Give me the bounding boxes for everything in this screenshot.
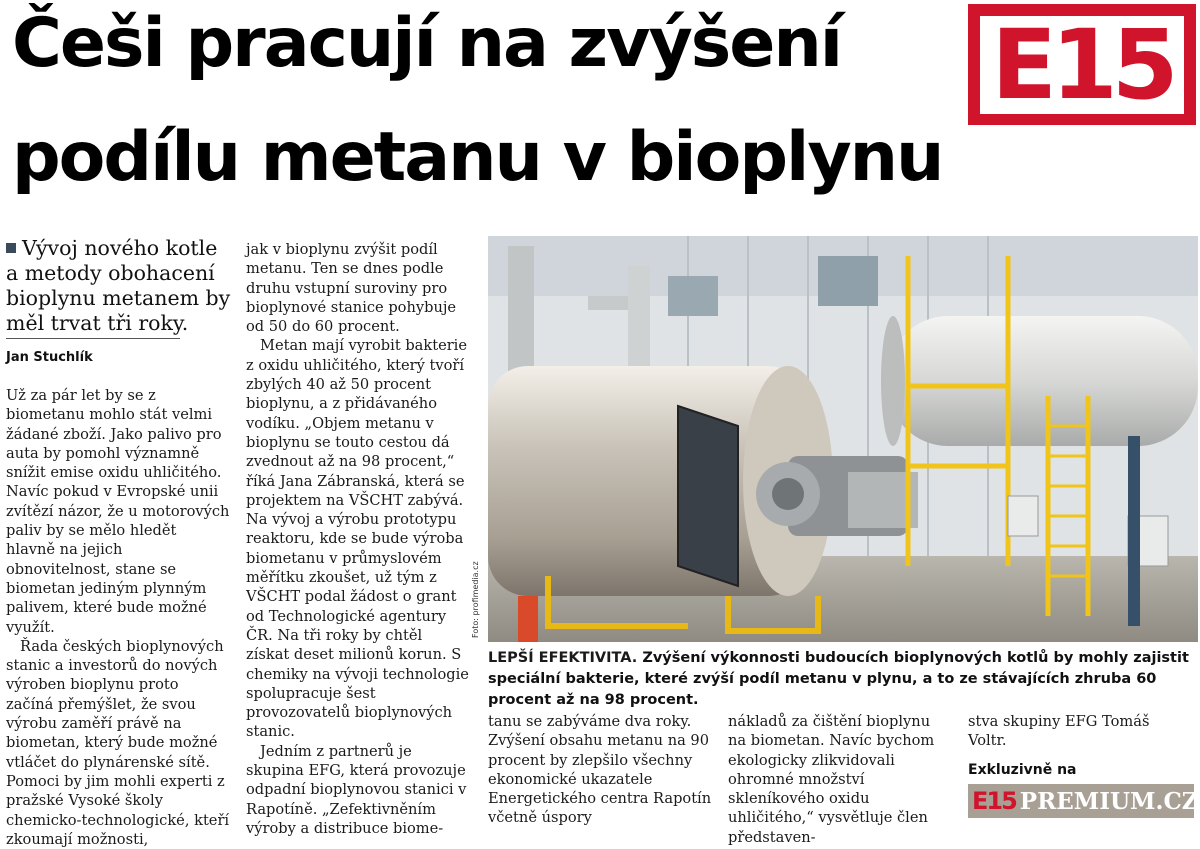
article-column-4 bbox=[728, 712, 952, 847]
e15-premium-badge[interactable] bbox=[968, 784, 1199, 818]
paragraph: Jedním z partnerů je skupina EFG, která provozuje odpadní bioplynovou stanici v Rapotíně. „Zefektivněním výroby a distribuce biome- bbox=[246, 742, 467, 837]
lead-text: Vývoj nového kotle a metody obohacení bioplynu metanem by měl trvat tři roky. bbox=[6, 236, 231, 335]
industrial-boiler-illustration bbox=[488, 236, 1198, 642]
headline-line-1: Češi pracují na zvýšení bbox=[12, 4, 842, 83]
paragraph: tanu se zabýváme dva roky. Zvýšení obsahu metanu na 90 procent by zlepšilo všechny ekonomické ukazatele Energetického centra Rapotín včetně úspory bbox=[488, 713, 712, 827]
boiler-photo bbox=[488, 236, 1198, 642]
paragraph: Řada českých bioplynových stanic a investorů do nových výroben bioplynu proto začíná přemýšlet, že svou výrobu zaměří právě na biometan, který bude možné vtláčet do plynárenské sítě. Pomoci by jim mohli experti z pražské Vysoké školy chemicko-technologické, kteří zkoumají možnosti, bbox=[6, 637, 230, 848]
article-column-3 bbox=[488, 712, 712, 828]
lead-paragraph bbox=[6, 236, 236, 336]
paragraph: nákladů za čištění bioplynu na biometan. Navíc bychom ekologicky zlikvidovali ohromné množství skleníkového oxidu uhličitého,“ vysvětluje člen představen- bbox=[728, 713, 935, 846]
photo-caption bbox=[488, 648, 1196, 711]
e15-logo bbox=[968, 4, 1196, 125]
caption-heading: LEPŠÍ EFEKTIVITA. bbox=[488, 650, 638, 666]
paragraph: Metan mají vyrobit bakterie z oxidu uhličitého, který tvoří zbylých 40 až 50 procent bioplynu, a z přidávaného vodíku. „Objem metanu v bioplynu se touto cestou dá zvednout až na 98 procent,“ říká Jana Zábranská, která se projektem na VŠCHT zabývá. Na vývoj a výrobu prototypu reaktoru, kde se bude výroba biometanu v průmyslovém měřítku zkoušet, už tým z VŠCHT podal žádost o grant od Technologické agentury ČR. Na tři roky by chtěl získat deset milionů korun. S chemiky na vývoji technologie spolupracuje šest provozovatelů bioplynových stanic. bbox=[246, 337, 469, 741]
paragraph: jak v bioplynu zvýšit podíl metanu. Ten se dnes podle druhu vstupní suroviny pro bioplynové stanice pohybuje od 50 do 60 procent. bbox=[246, 241, 456, 336]
article-column-2 bbox=[246, 240, 470, 838]
caption-text: Zvýšení výkonnosti budoucích bioplynových kotlů by mohly zajistit speciální bakterie, které zvýší podíl metanu v plynu, a to ze stávajících zhruba 60 procent až na 98 procent. bbox=[488, 650, 1189, 708]
photo-credit: Foto: profimedia.cz bbox=[471, 561, 480, 638]
article-column-1 bbox=[6, 386, 230, 849]
article-column-5 bbox=[968, 712, 1192, 751]
headline-line-2: podílu metanu v bioplynu bbox=[12, 118, 943, 197]
premium-e15-logo: E15 bbox=[972, 787, 1016, 815]
premium-text: PREMIUM.CZ bbox=[1019, 787, 1199, 815]
bullet-square-icon bbox=[6, 243, 16, 253]
paragraph: Už za pár let by se z biometanu mohlo stát velmi žádané zboží. Jako palivo pro auta by pomohl významně snížit emise oxidu uhličitého. Navíc pokud v Evropské unii zvítězí názor, že u motorových paliv by se mělo hledět hlavně na jejich obnovitelnost, stane se biometan jediným plynným palivem, které bude možné využít. bbox=[6, 387, 230, 636]
e15-logo-text: E15 bbox=[991, 8, 1173, 121]
paragraph: stva skupiny EFG Tomáš Voltr. bbox=[968, 713, 1150, 750]
lead-divider bbox=[6, 338, 180, 339]
author-byline: Jan Stuchlík bbox=[6, 350, 93, 365]
exclusive-label: Exkluzivně na bbox=[968, 762, 1077, 778]
